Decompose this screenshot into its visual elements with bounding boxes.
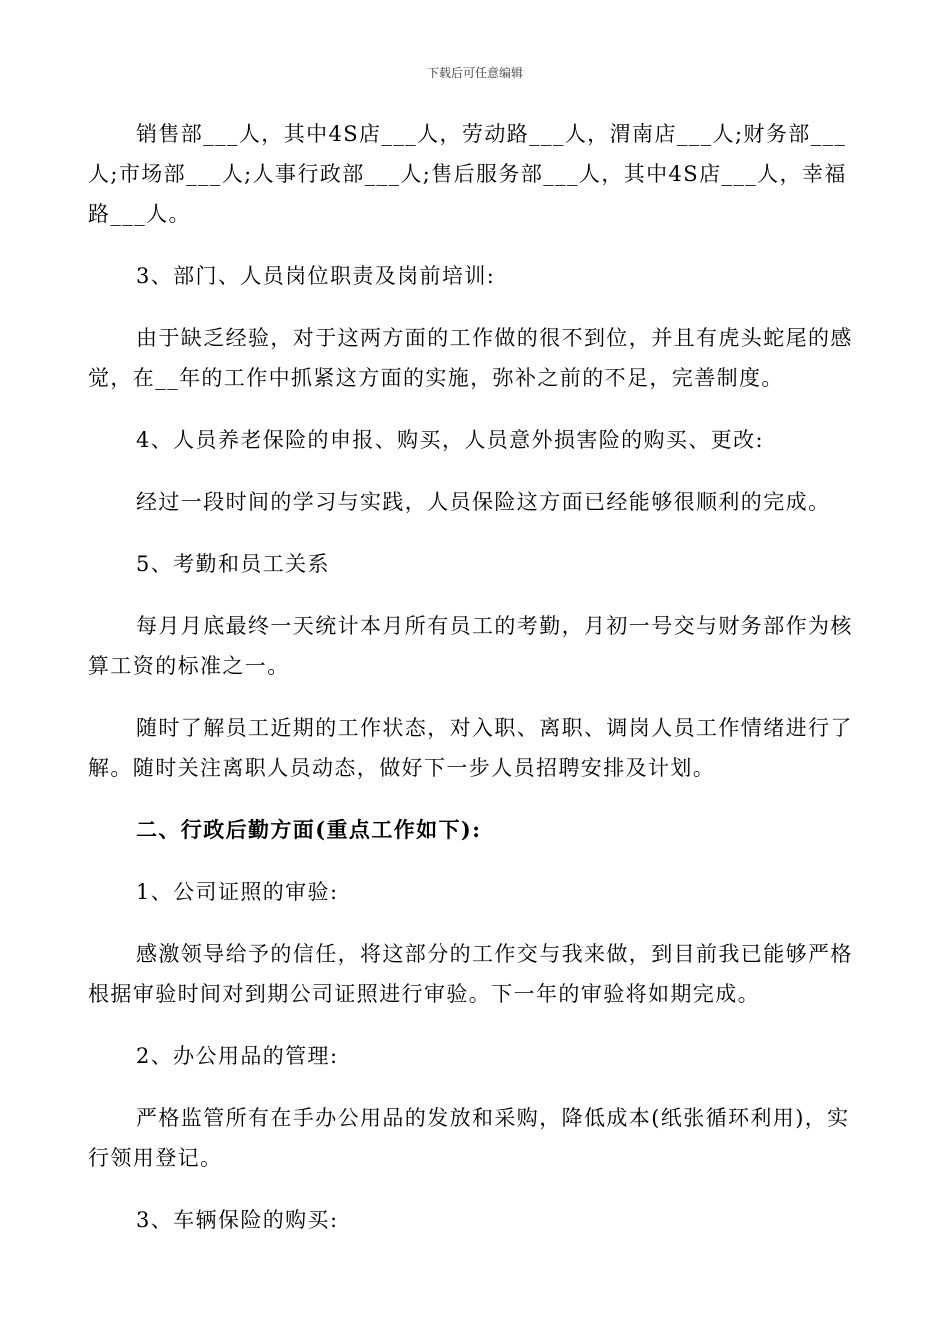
paragraph-section-3-body: 由于缺乏经验，对于这两方面的工作做的很不到位，并且有虎头蛇尾的感觉，在__年的工作中抓紧这方面的实施，弥补之前的不足，完善制度。: [88, 326, 853, 390]
paragraph-section-5-body-1: 每月月底最终一天统计本月所有员工的考勤，月初一号交与财务部作为核算工资的标准之一。: [88, 614, 853, 678]
document-body: [88, 114, 868, 1240]
paragraph-section-4-title: 4、人员养老保险的申报、购买，人员意外损害险的购买、更改:: [136, 428, 765, 452]
paragraph-section-5-title: 5、考勤和员工关系: [136, 552, 330, 576]
page-header: 下载后可任意编辑: [426, 66, 523, 80]
paragraph-staffing: 销售部___人，其中4S店___人，劳动路___人，渭南店___人;财务部___人;市场部___人;人事行政部___人;售后服务部___人，其中4S店___人，幸福路___人。: [88, 122, 847, 226]
paragraph-section-4-body: 经过一段时间的学习与实践，人员保险这方面已经能够很顺利的完成。: [136, 490, 831, 514]
paragraph-item-2-body: 严格监管所有在手办公用品的发放和采购，降低成本(纸张循环利用)，实行领用登记。: [88, 1106, 850, 1170]
paragraph-item-1-title: 1、公司证照的审验:: [136, 880, 339, 904]
paragraph-section-5-body-2: 随时了解员工近期的工作状态，对入职、离职、调岗人员工作情绪进行了解。随时关注离职人员动态，做好下一步人员招聘安排及计划。: [88, 716, 853, 780]
section-heading-admin-logistics: 二、行政后勤方面(重点工作如下):: [136, 817, 482, 842]
paragraph-item-2-title: 2、办公用品的管理:: [136, 1044, 339, 1068]
paragraph-item-1-body: 感激领导给予的信任，将这部分的工作交与我来做，到目前我已能够严格根据审验时间对到期公司证照进行审验。下一年的审验将如期完成。: [88, 942, 853, 1006]
paragraph-section-3-title: 3、部门、人员岗位职责及岗前培训:: [136, 264, 496, 288]
paragraph-item-3-title: 3、车辆保险的购买:: [136, 1208, 339, 1232]
